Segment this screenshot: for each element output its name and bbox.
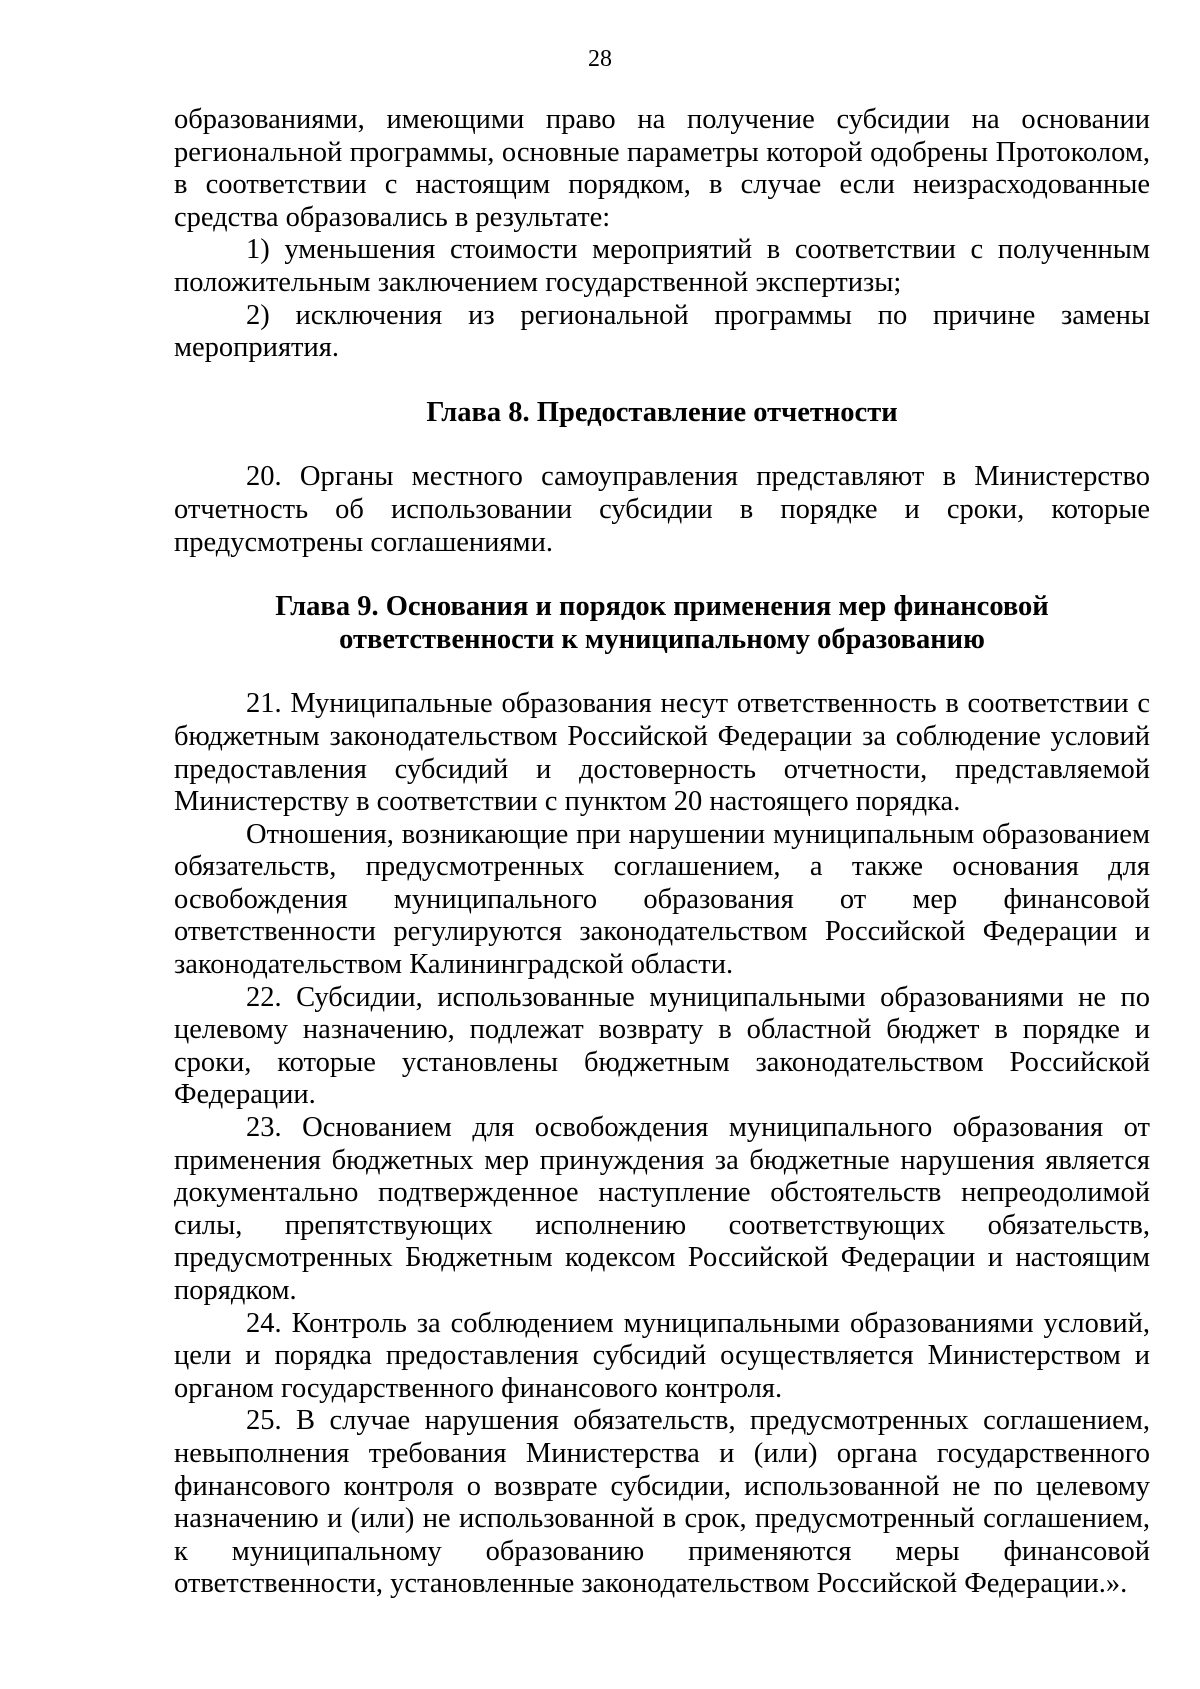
document-body — [174, 104, 1150, 1601]
chapter-9-heading-line-2: ответственности к муниципальному образованию — [339, 623, 985, 655]
paragraph-continuation: образованиями, имеющими право на получение субсидии на основании региональной программы, основные параметры которой одобрены Протоколом, в соответствии с настоящим порядком, в случае если неизрасходованные средства образовались в результате: — [174, 104, 1150, 233]
page-number: 28 — [588, 46, 612, 72]
chapter-9-heading — [174, 591, 1150, 656]
list-item-1: 1) уменьшения стоимости мероприятий в соответствии с полученным положительным заключением государственной экспертизы; — [174, 234, 1150, 298]
paragraph-20: 20. Органы местного самоуправления представляют в Министерство отчетность об использовании субсидии в порядке и сроки, которые предусмотрены соглашениями. — [174, 461, 1150, 558]
chapter-9-heading-line-1: Глава 9. Основания и порядок применения мер финансовой — [275, 591, 1049, 623]
list-item-2: 2) исключения из региональной программы по причине замены мероприятия. — [174, 299, 1150, 364]
paragraph-22: 22. Субсидии, использованные муниципальными образованиями не по целевому назначению, подлежат возврату в областной бюджет в порядке и сроки, которые установлены бюджетным законодательством Российской Федерации. — [174, 981, 1150, 1111]
paragraph-21: 21. Муниципальные образования несут ответственность в соответствии с бюджетным законодательством Российской Федерации за соблюдение условий предоставления субсидий и достоверность отчетности, представляемой Министерству в соответствии с пунктом 20 настоящего порядка. — [174, 688, 1150, 818]
paragraph-24: 24. Контроль за соблюдением муниципальными образованиями условий, цели и порядка предоставления субсидий осуществляется Министерством и органом государственного финансового контроля. — [174, 1307, 1150, 1404]
paragraph-23: 23. Основанием для освобождения муниципального образования от применения бюджетных мер принуждения за бюджетные нарушения является документально подтвержденное наступление обстоятельств непреодолимой силы, препятствующих исполнению соответствующих обязательств, предусмотренных Бюджетным кодексом Российской Федерации и настоящим порядком. — [174, 1112, 1150, 1306]
paragraph-21-continued: Отношения, возникающие при нарушении муниципальным образованием обязательств, предусмотренных соглашением, а также основания для освобождения муниципального образования от мер финансовой ответственности регулируются законодательством Российской Федерации и законодательством Калининградской области. — [174, 818, 1150, 981]
paragraph-25: 25. В случае нарушения обязательств, предусмотренных соглашением, невыполнения требования Министерства и (или) органа государственного финансового контроля о возврате субсидии, использованной не по целевому назначению и (или) не использованной в срок, предусмотренный соглашением, к муниципальному образованию применяются меры финансовой ответственности, установленные законодательством Российской Федерации.». — [174, 1405, 1150, 1600]
chapter-8-heading: Глава 8. Предоставление отчетности — [426, 396, 898, 428]
